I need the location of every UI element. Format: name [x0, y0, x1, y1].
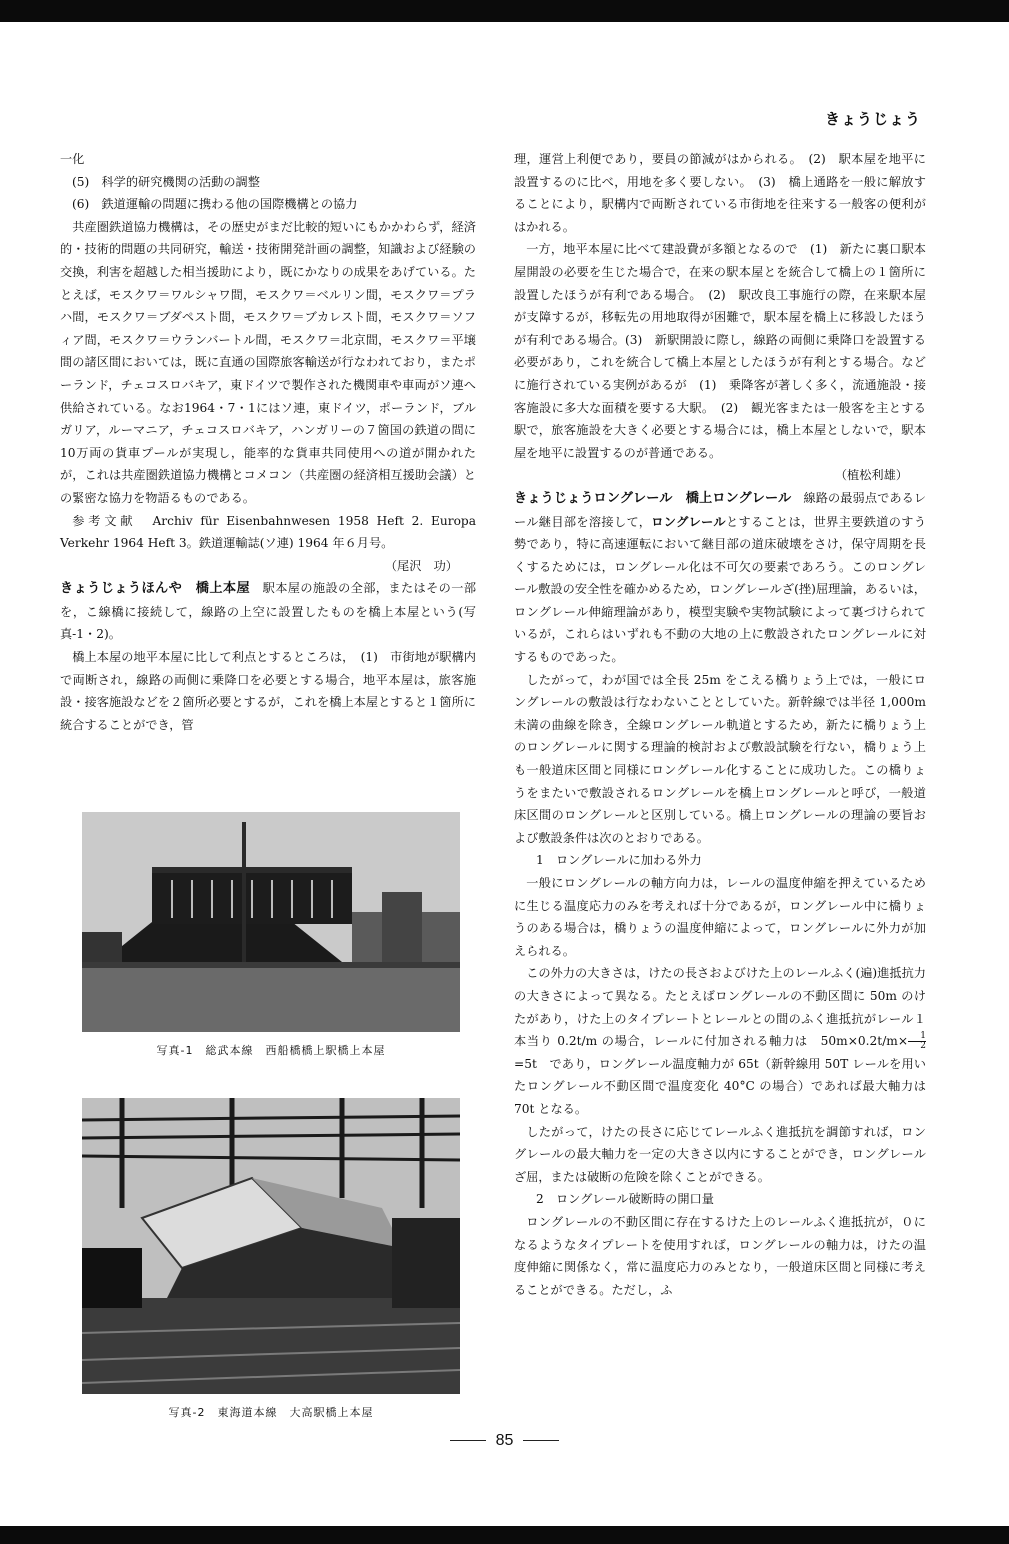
- fraction-numerator: 1: [908, 1032, 926, 1042]
- entry-long-rail: [514, 487, 926, 669]
- paragraph-benefits: 理，運営上利便であり，要員の節減がはかられる。 (2) 駅本屋を地平に設置するのに比べ，用地を多く要しない。 (3) 橋上通路を一般に解放することにより，駅構内で両断されている市街地を往来する一般客の便利がはかれる。: [514, 152, 926, 234]
- paragraph-breakage: ロングレールの不動区間に存在するけた上のレールふく進抵抗が，０になるようなタイプレートを使用すれば，ロングレールの軸力は，けたの温度伸縮に関係なく，常に温度応力のみとなり，一般道床区間と同様に考えることができる。ただし，ふ: [514, 1214, 926, 1297]
- fraction-half: [908, 1032, 926, 1051]
- entry-bold-term: ロングレール: [651, 514, 726, 529]
- photo-2-caption: 写真-2 東海道本線 大高駅橋上本屋: [168, 1406, 374, 1419]
- author-credit-2: （植松利雄）: [834, 468, 908, 483]
- right-column: [514, 148, 926, 1301]
- photo-1-caption: 写真-1 総武本線 西船橋橋上駅橋上本屋: [156, 1044, 386, 1057]
- paragraph-achievements: 共産圏鉄道協力機構は，その歴史がまだ比較的短いにもかかわらず，経済的・技術的問題の共同研究，輸送・技術開発計画の調整，知識および経験の交換，利害を超越した相当援助により，既にかなりの成果をあげている。たとえば，モスクワ＝ワルシャワ間，モスクワ＝ベルリン間，モスクワ＝プラハ間，モスクワ＝ブダペスト間，モスクワ＝ブカレスト間，モスクワ＝ソフィア間，モスクワ＝ウランバートル間，モスクワ＝北京間，モスクワ＝平壌間の諸区間においては，既に直通の国際旅客輸送が行なわれており，またポーランド，チェコスロバキア，東ドイツで製作された機関車や車両がソ連へ供給されている。なお1964・7・1にはソ連，東ドイツ，ポーランド，ブルガリア，ルーマニア，チェコスロバキア，ハンガリーの７箇国の鉄道の間に10万両の貨車プールが実現し，能率的な貨車共同使用への道が開かれたが，これは共産圏鉄道協力機構とコメコン（共産圏の経済相互援助会議）との緊密な協力を物語るものである。: [60, 219, 476, 505]
- entry-title: きょうじょうほんや 橋上本屋: [60, 581, 251, 597]
- subheading-1: 1 ロングレールに加わる外力: [536, 853, 702, 868]
- paragraph-axial-force: 一般にロングレールの軸方向力は，レールの温度伸縮を押えているために生じる温度応力のみを考えれば十分であるが，ロングレール中に橋りょうのある場合は，橋りょうの温度伸縮によって，ロングレールに外力が加えられる。: [514, 876, 926, 958]
- list-item-6: (6) 鉄道運輸の問題に携わる他の国際機構との協力: [72, 197, 358, 212]
- entry-title-2: きょうじょうロングレール 橋上ロングレール: [514, 490, 792, 506]
- list-item-5: (5) 科学的研究機関の活動の調整: [72, 174, 260, 189]
- page-dash-right: [523, 1440, 559, 1441]
- top-border-bar: [0, 0, 1009, 22]
- paragraph-continuation: 一化: [60, 152, 85, 166]
- figure-photo-2: [82, 1098, 460, 1420]
- running-head: きょうじょう: [824, 110, 921, 128]
- figure-photo-1: [82, 812, 460, 1058]
- entry-body-a: 線路の最弱点であるレール継目部を溶接して，: [514, 490, 927, 529]
- references: 参考文献 Archiv für Eisenbahnwesen 1958 Heft 2. Europa Verkehr 1964 Heft 3。鉄道運輸誌(ソ連) 1964 年６月号。: [60, 513, 476, 551]
- author-credit-1: （尾沢 功）: [384, 558, 458, 573]
- paragraph-shinkansen: したがって，わが国では全長 25m をこえる橋りょう上では，一般にロングレールの敷設は行なわないこととしていた。新幹線では半径 1,000m 未満の曲線を除き，全線ロングレール軌道とするため，新たに橋りょう上のロングレールに関する理論的検討および敷設試験を行ない，橋りょう上も一般道床区間と同様にロングレール化することに成功した。この橋りょうをまたいで敷設されるロングレールを橋上ロングレールと呼び，一般道床区間のロングレールと区別している。橋上ロングレールの理論の要旨および敷設条件は次のとおりである。: [514, 672, 926, 845]
- page-number: [0, 1432, 1009, 1450]
- fraction-denominator: 2: [920, 1041, 926, 1052]
- photo-2-image: [82, 1098, 460, 1394]
- entry-body: 駅本屋の施設の全部，またはその一部を，こ線橋に接続して，線路の上空に設置したものを橋上本屋という(写真-1・2)。: [60, 581, 477, 642]
- paragraph-advantages: 橋上本屋の地平本屋に比して利点とするところは， (1) 市街地が駅構内で両断され，線路の両側に乗降口を必要とする場合，地平本屋は，旅客施設・接客施設などを２箇所必要とするが，これを橋上本屋とすると１箇所に統合することができ，管: [60, 650, 476, 732]
- paragraph-external-force: [514, 962, 926, 1120]
- paragraph-adjustment: したがって，けたの長さに応じてレールふく進抵抗を調節すれば，ロングレールの最大軸力を一定の大きさ以内にすることができ，ロングレールざ屈，または破断の危険を除くことができる。: [514, 1124, 926, 1184]
- page-dash-left: [450, 1440, 486, 1441]
- photo-1-image: [82, 812, 460, 1032]
- entry-body-b: とすることは，世界主要鉄道のすう勢であり，特に高速運転において継目部の道床破壊をさけ，保守周期を長くするためには，ロングレール化は不可欠の要素であろう。このロングレール敷設の安全性を確かめるため，ロングレールざ(挫)屈理論，あるいは，ロングレール伸縮理論があり，模型実験や実物試験によって裏づけられているが，これらはいずれも不動の大地の上に敷設されたロングレールに対するものであった。: [514, 514, 927, 665]
- left-column: [60, 148, 476, 736]
- paragraph-cases: 一方，地平本屋に比べて建設費が多額となるので (1) 新たに裏口駅本屋開設の必要を生じた場合で，在来の駅本屋とを統合して橋上の１箇所に設置したほうが有利である場合。 (2) 駅改良工事施行の際，在来駅本屋が支障するが，移転先の用地取得が困難で，駅本屋を橋上に移設したほうが有利である場合。(3) 新駅開設に際し，線路の両側に乗降口を設置する必要があり，これを統合して橋上本屋としたほうが有利とする場合。などに施行されている実例があるが (1) 乗降客が著しく多く，流通施設・接客施設に多大な面積を要する大駅。 (2) 観光客または一般客を主とする駅で，旅客施設を大きく必要とする場合には，橋上本屋としないで，駅本屋を地平に設置するのが普通である。: [514, 242, 926, 460]
- external-force-text-a: この外力の大きさは，けたの長さおよびけた上のレールふく(遍)進抵抗力の大きさによって異なる。たとえばロングレールの不動区間に 50m のけたがあり，けた上のタイプレートとレールとの間のふく進抵抗がレール１本当り 0.2t/m の場合，レールに付加される軸力は 50m×0.2t/m×: [514, 966, 926, 1049]
- page-number-text: 85: [495, 1432, 514, 1449]
- external-force-text-b: =5t であり，ロングレール温度軸力が 65t（新幹線用 50T レールを用いたロングレール不動区間で温度変化 40°C の場合）であれば最大軸力は 70t となる。: [514, 1056, 926, 1116]
- subheading-2: 2 ロングレール破断時の開口量: [536, 1192, 714, 1207]
- entry-kyojo-honya: [60, 577, 476, 646]
- bottom-border-bar: [0, 1526, 1009, 1544]
